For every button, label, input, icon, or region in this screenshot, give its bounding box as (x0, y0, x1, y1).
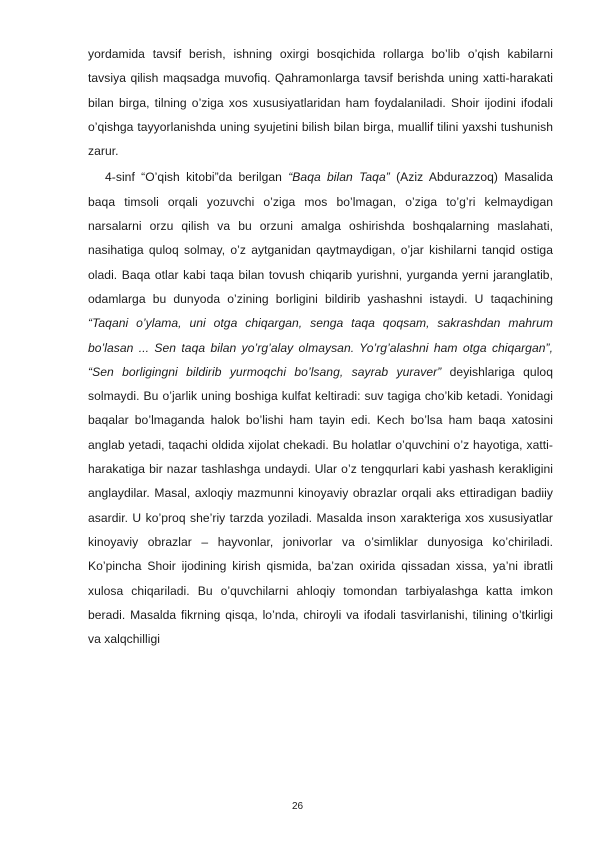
quote-taqachi: “Taqani o’ylama, uni otga chiqargan, senga taqa qoqsam, sakrashdan mahrum bo’lasan ... Sen taqa bilan yo’rg’alay olmaysan. Yo’rg’alashni ham otga chiqargan”, “Sen borligingni bildirib yurmoqchi bo’lsang, sayrab yuraver” (88, 316, 553, 379)
body-text (88, 42, 553, 651)
paragraph-2-text-1: 4-sinf “O’qish kitobi”da berilgan (105, 170, 289, 185)
paragraph-2 (88, 165, 553, 651)
quote-title: “Baqa bilan Taqa” (288, 170, 390, 185)
page-number: 26 (291, 801, 304, 812)
paragraph-1: yordamida tavsif berish, ishning oxirgi bosqichida rollarga bo’lib o’qish kabilarni tavsiya qilish maqsadga muvofiq. Qahramonlarga tavsif berishda uning xatti-harakati bilan birga, tilning o’ziga xos xususiyatlaridan ham foydalaniladi. Shoir ijodini ifodali o’qishga tayyorlanishda uning syujetini bilish bilan birga, muallif tilini yaxshi tushunish zarur. (88, 47, 553, 159)
paragraph-2-text-2: (Aziz Abdurazzoq) Masalida baqa timsoli orqali yozuvchi o’ziga mos bo’lmagan, o’ziga to’g’ri kelmaydigan narsalarni orzu qilish va bu orzuni amalga oshirishda boshqalarning maslahati, nasihatiga quloq solmay, o’z aytganidan qaytmaydigan, o’jar kishilarni tanqid ostiga oladi. Baqa otlar kabi taqa bilan tovush chiqarib yurishni, yurganda yerni jaranglatib, odamlarga bu dunyoda o’zining borligini bildirib yashashni istaydi. U taqachining (88, 170, 554, 306)
paragraph-2-text-3: deyishlariga quloq solmaydi. Bu o’jarlik uning boshiga kulfat keltiradi: suv tagiga cho’kib ketadi. Yonidagi baqalar bo’lmaganda halok bo’lishi ham tayin edi. Kech bo’lsa ham baqa xatosini anglab yetadi, taqachi oldida xijolat chekadi. Bu holatlar o’quvchini o’z hayotiga, xatti-harakatiga bir nazar tashlashga undaydi. Ular o’z tengqurlari kabi yashash kerakligini anglaydilar. Masal, axloqiy mazmunni kinoyaviy obrazlar orqali aks ettiradigan badiiy asardir. U ko’proq she’riy tarzda yoziladi. Masalda inson xarakteriga xos xususiyatlar kinoyaviy obrazlar – hayvonlar, jonivorlar va o’simliklar dunyosiga ko’chiriladi. Ko’pincha Shoir ijodining kirish qismida, ba’zan oxirida qissadan xissa, ya’ni ibratli xulosa chiqariladi. Bu o’quvchilarni ahloqiy tomondan tarbiyalashga katta imkon beradi. Masalda fikrning qisqa, lo’nda, chiroyli va ifodali tasvirlanishi, tilining o’tkirligi va xalqchilligi (88, 364, 553, 647)
